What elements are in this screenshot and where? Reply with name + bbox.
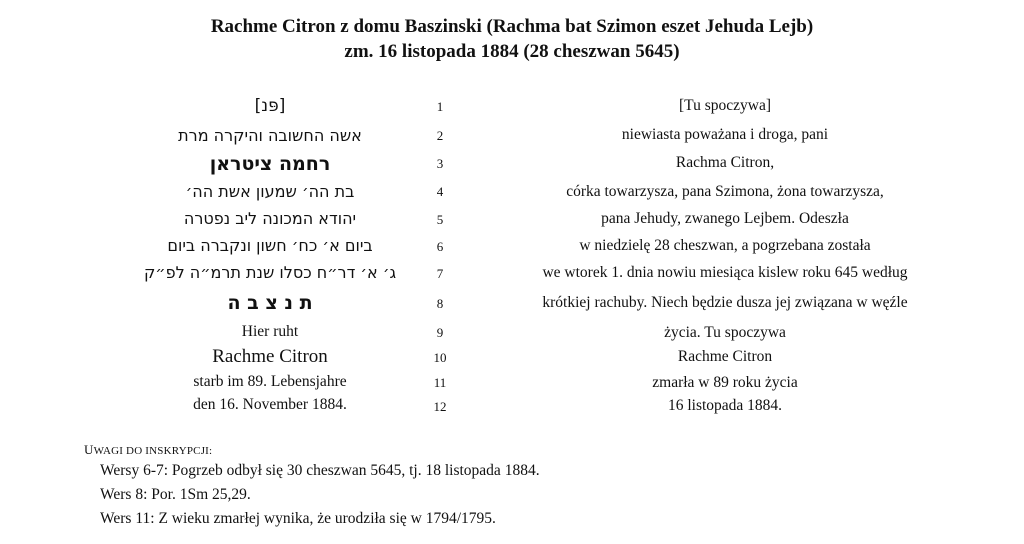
translation-line-8: krótkiej rachuby. Niech będzie dusza jej związana w węźle xyxy=(542,294,908,311)
line-number-6: 6 xyxy=(436,239,444,254)
line-number-1: 1 xyxy=(436,99,444,114)
line-number-10: 10 xyxy=(433,350,447,365)
original-line-12: den 16. November 1884. xyxy=(193,396,347,413)
translation-line-2: niewiasta poważana i droga, pani xyxy=(621,126,829,143)
inscription-subtitle: zm. 16 listopada 1884 (28 cheszwan 5645) xyxy=(344,41,680,62)
original-line-6: ביום א׳ כח׳ חשון ונקברה ביום xyxy=(167,236,373,255)
translation-line-4: córka towarzysza, pana Szimona, żona towarzysza, xyxy=(566,183,884,200)
original-line-11: starb im 89. Lebensjahre xyxy=(193,373,347,390)
original-line-3: רחמה ציטראן xyxy=(209,153,331,175)
translation-line-1: [Tu spoczywa] xyxy=(679,97,771,114)
original-line-7: ג׳ א׳ דר״ח כסלו שנת תרמ״ה לפ״ק xyxy=(143,263,397,282)
original-line-4: בת הה׳ שמעון אשת הה׳ xyxy=(185,182,355,201)
inscription-title: Rachme Citron z domu Baszinski (Rachma bat Szimon eszet Jehuda Lejb) xyxy=(210,16,814,37)
translation-line-10: Rachme Citron xyxy=(677,348,773,365)
notes-heading xyxy=(84,442,212,458)
translation-line-12: 16 listopada 1884. xyxy=(667,397,783,414)
notes-heading-initial: U xyxy=(84,442,94,457)
line-number-5: 5 xyxy=(436,212,444,227)
line-number-12: 12 xyxy=(433,399,447,414)
original-line-9: Hier ruht xyxy=(241,323,299,340)
original-line-10: Rachme Citron xyxy=(212,346,328,367)
notes-heading-rest: WAGI DO INSKRYPCJI: xyxy=(93,445,213,457)
line-number-8: 8 xyxy=(436,296,444,311)
line-number-2: 2 xyxy=(436,128,444,143)
translation-line-7: we wtorek 1. dnia nowiu miesiąca kislew roku 645 według xyxy=(542,264,908,281)
line-number-9: 9 xyxy=(436,325,444,340)
translation-line-6: w niedzielę 28 cheszwan, a pogrzebana została xyxy=(579,237,871,254)
translation-line-9: życia. Tu spoczywa xyxy=(664,324,786,341)
note-item-2: Wers 8: Por. 1Sm 25,29. xyxy=(100,486,251,503)
translation-line-11: zmarła w 89 roku życia xyxy=(652,374,798,391)
note-item-1: Wersy 6-7: Pogrzeb odbył się 30 cheszwan 5645, tj. 18 listopada 1884. xyxy=(100,462,540,479)
original-line-8: ת נ צ ב ה xyxy=(227,292,313,314)
translation-line-5: pana Jehudy, zwanego Lejbem. Odeszła xyxy=(601,210,849,227)
original-line-5: יהודא המכונה ליב נפטרה xyxy=(183,209,357,228)
line-number-11: 11 xyxy=(433,375,447,390)
translation-line-3: Rachma Citron, xyxy=(675,154,775,171)
original-line-1: [פּנ] xyxy=(254,96,286,116)
line-number-4: 4 xyxy=(436,184,444,199)
original-line-2: אשה החשובה והיקרה מרת xyxy=(178,126,362,145)
line-number-3: 3 xyxy=(436,156,444,171)
note-item-3: Wers 11: Z wieku zmarłej wynika, że urodziła się w 1794/1795. xyxy=(100,510,496,527)
line-number-7: 7 xyxy=(436,266,444,281)
